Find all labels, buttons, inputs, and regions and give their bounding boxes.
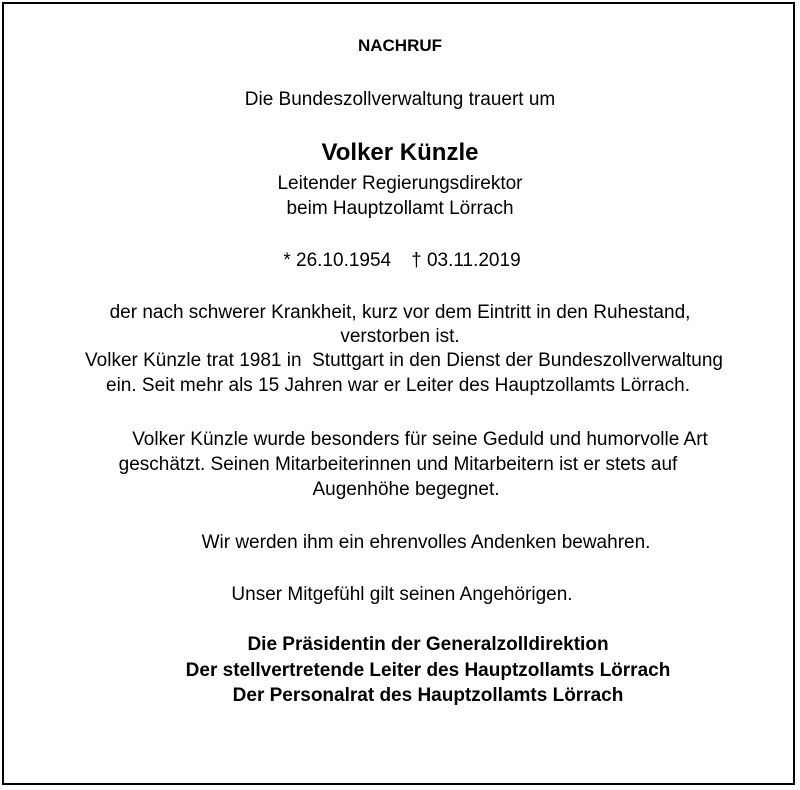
signatory: Der stellvertretende Leiter des Hauptzollamts Lörrach xyxy=(185,660,671,681)
death-date: † 03.11.2019 xyxy=(411,250,521,271)
body-line: verstorben ist. xyxy=(340,326,460,347)
body-line: der nach schwerer Krankheit, kurz vor dem Eintritt in den Ruhestand, xyxy=(109,302,691,323)
intro-text: Die Bundeszollverwaltung trauert um xyxy=(244,89,556,110)
deceased-office: beim Hauptzollamt Lörrach xyxy=(286,198,514,219)
tribute-line: Augenhöhe begegnet. xyxy=(312,479,500,500)
sympathy-text: Unser Mitgefühl gilt seinen Angehörigen. xyxy=(231,584,573,605)
deceased-position: Leitender Regierungsdirektor xyxy=(277,173,523,194)
life-dates xyxy=(2,251,800,270)
signatory: Die Präsidentin der Generalzolldirektion xyxy=(247,634,609,655)
body-line: Volker Künzle trat 1981 in Stuttgart in den Dienst der Bundeszollverwaltung xyxy=(85,350,723,371)
notice-heading: NACHRUF xyxy=(357,36,443,55)
tribute-line: Volker Künzle wurde besonders für seine Geduld und humorvolle Art xyxy=(132,429,708,450)
signatory: Der Personalrat des Hauptzollamts Lörrach xyxy=(232,685,624,706)
birth-date: * 26.10.1954 xyxy=(283,250,392,271)
body-line: ein. Seit mehr als 15 Jahren war er Leiter des Hauptzollamts Lörrach. xyxy=(106,375,690,396)
deceased-name: Volker Künzle xyxy=(321,139,479,166)
tribute-line: geschätzt. Seinen Mitarbeiterinnen und Mitarbeitern ist er stets auf xyxy=(118,454,678,475)
closing-text: Wir werden ihm ein ehrenvolles Andenken bewahren. xyxy=(201,532,651,553)
